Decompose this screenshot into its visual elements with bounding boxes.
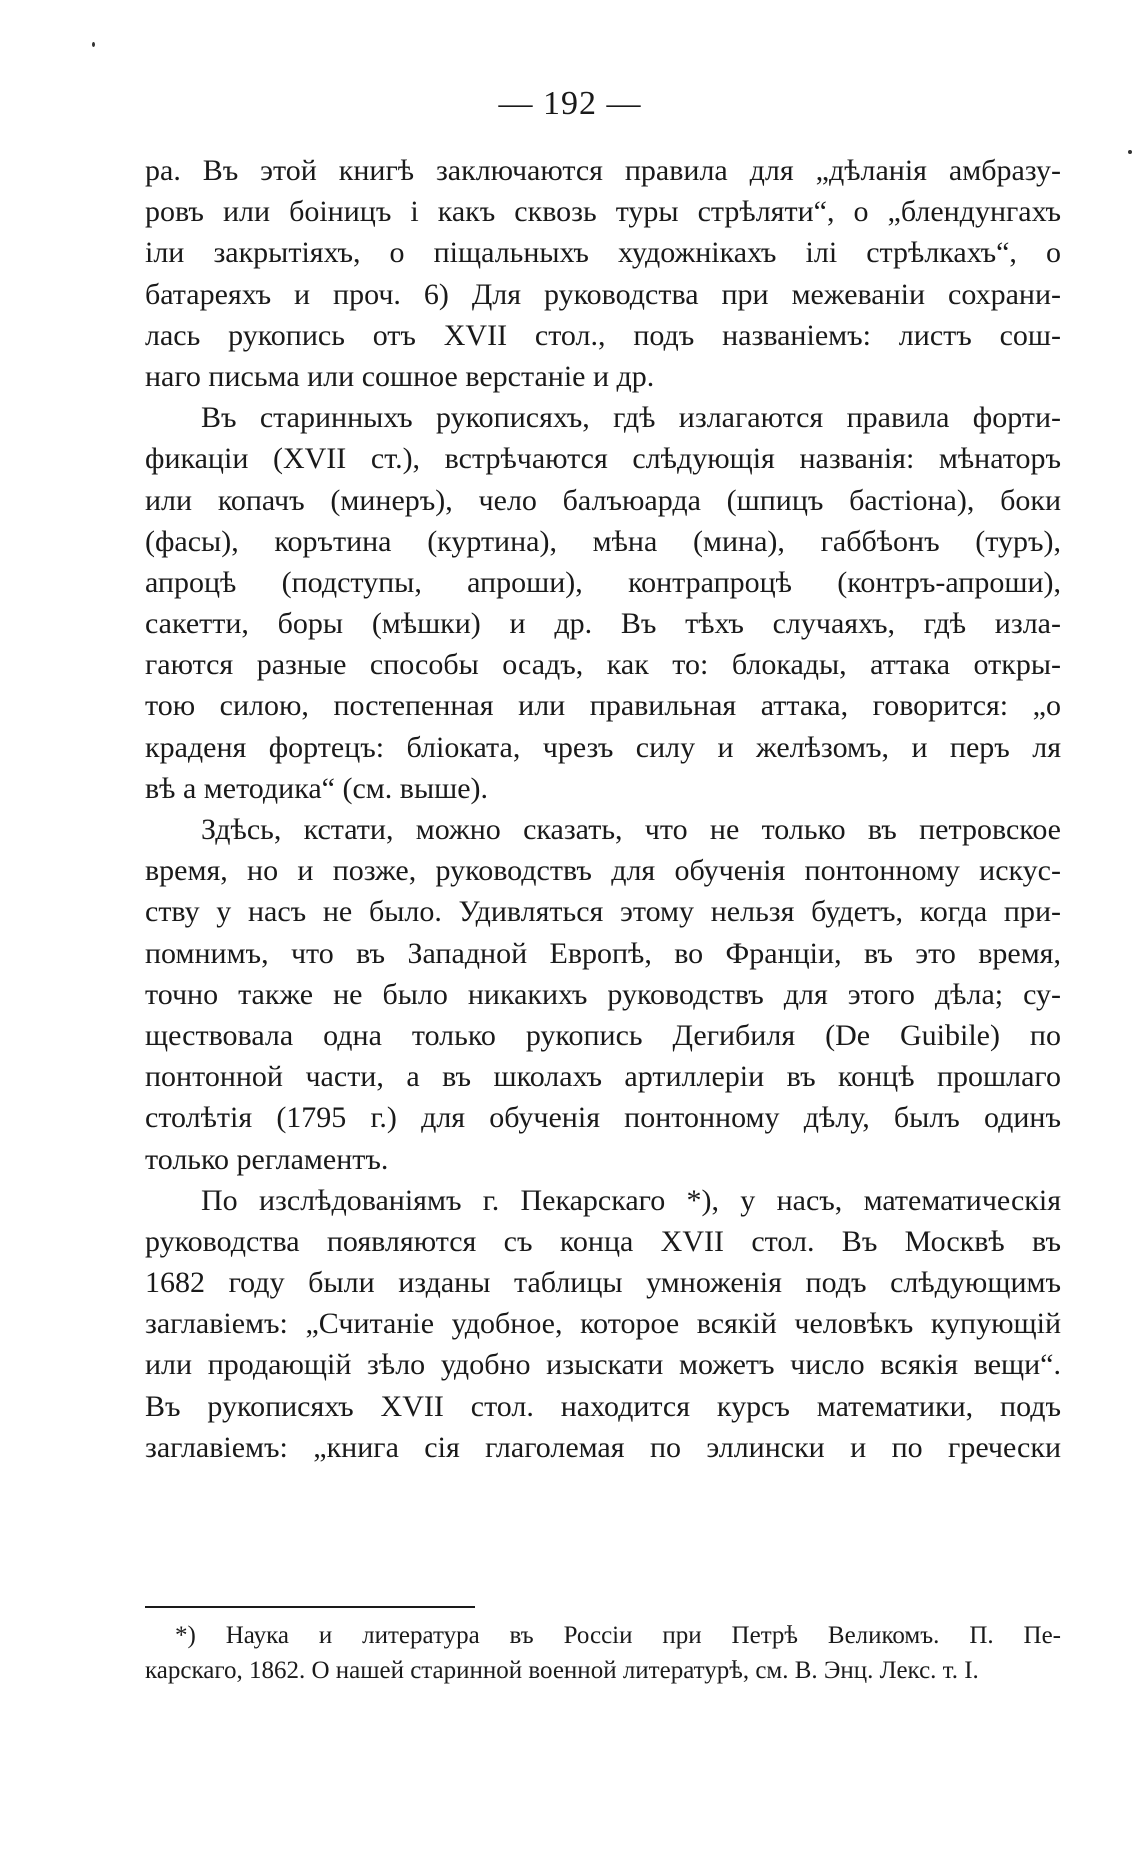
text-line: ству у насъ не было. Удивляться этому нельзя будетъ, когда при- [145,895,1061,929]
paragraph-3 [145,809,1061,1180]
text-line: краденя фортецъ: блiоката, чрезъ силу и желѣзомъ, и перъ ля [145,730,1061,764]
footnote-divider [145,1606,475,1608]
footnote-line: карскаго, 1862. О нашей старинной военной литературѣ, см. В. Энц. Лекс. т. I. [145,1657,979,1684]
paragraph-1 [145,150,1061,397]
text-line: помнимъ, что въ Западной Европѣ, во Францiи, въ это время, [145,936,1061,970]
text-line: или копачъ (минеръ), чело балъюарда (шпицъ бастiона), боки [145,483,1061,517]
text-line: заглавiемъ: „Считанiе удобное, которое всякiй человѣкъ купующiй [145,1307,1061,1341]
text-line: или продающiй зѣло удобно изыскати можетъ число всякiя вещи“. [145,1348,1061,1382]
main-text [145,150,1061,1468]
text-line: Въ старинныхъ рукописяхъ, гдѣ излагаются правила форти- [201,401,1061,435]
scan-speck [92,42,95,47]
text-line: батареяхъ и проч. 6) Для руководства при межеванiи сохрани- [145,277,1061,311]
text-line: По изслѣдованiямъ г. Пекарскаго *), у насъ, математическiя [201,1183,1061,1217]
text-line: ществовала одна только рукопись Дегибиля (De Guibile) по [145,1018,1061,1052]
paragraph-2 [145,397,1061,809]
footnote-line: *) Наука и литература въ Россiи при Петрѣ Великомъ. П. Пе- [175,1622,1061,1649]
text-line: ровъ или боiницъ i какъ сквозь туры стрѣляти“, о „блендунгахъ [145,195,1061,229]
text-line: вѣ а методика“ (см. выше). [145,771,489,805]
text-line: столѣтiя (1795 г.) для обученiя понтонному дѣлу, былъ одинъ [145,1101,1061,1135]
page-number: — 192 — [498,85,642,122]
text-line: время, но и позже, руководствъ для обученiя понтонному искус- [145,854,1061,888]
text-line: фикацiи (XVII ст.), встрѣчаются слѣдующiя названiя: мѣнаторъ [145,442,1061,476]
text-line: гаются разные способы осадъ, как то: блокады, аттака откры- [145,648,1061,682]
text-line: Въ рукописяхъ XVII стол. находится курсъ математики, подъ [145,1389,1061,1423]
text-line: апроцѣ (подступы, апроши), контрапроцѣ (контръ-апроши), [145,565,1061,599]
footnote [145,1618,1061,1688]
paragraph-4 [145,1180,1061,1468]
text-line: только регламентъ. [145,1142,389,1176]
text-line: наго письма или сошное верстанiе и др. [145,359,655,393]
text-line: понтонной части, а въ школахъ артиллерiи въ концѣ прошлаго [145,1060,1061,1094]
text-line: заглавiемъ: „книга сiя глаголемая по эллински и по гречески [145,1430,1061,1464]
text-line: точно также не было никакихъ руководствъ для этого дѣла; су- [145,977,1061,1011]
text-line: ра. Въ этой книгѣ заключаются правила для „дѣланія амбразу- [145,154,1061,187]
text-line: лась рукопись отъ XVII стол., подъ названiемъ: листъ сош- [145,318,1061,352]
text-line: руководства появляются съ конца XVII стол. Въ Москвѣ въ [145,1224,1061,1258]
scan-speck [1128,150,1132,154]
text-line: Здѣсь, кстати, можно сказать, что не только въ петровское [201,813,1061,846]
text-line: iли закрытiяхъ, о пiщальныхъ художнiкахъ iлi стрѣлкахъ“, о [145,236,1061,270]
text-line: сакетти, боры (мѣшки) и др. Въ тѣхъ случаяхъ, гдѣ изла- [145,607,1061,641]
text-line: (фасы), корътина (куртина), мѣна (мина), габбѣонъ (туръ), [145,524,1061,558]
text-line: 1682 году были изданы таблицы умноженiя подъ слѣдующимъ [145,1266,1061,1300]
text-line: тою силою, постепенная или правильная аттака, говорится: „о [145,689,1061,723]
